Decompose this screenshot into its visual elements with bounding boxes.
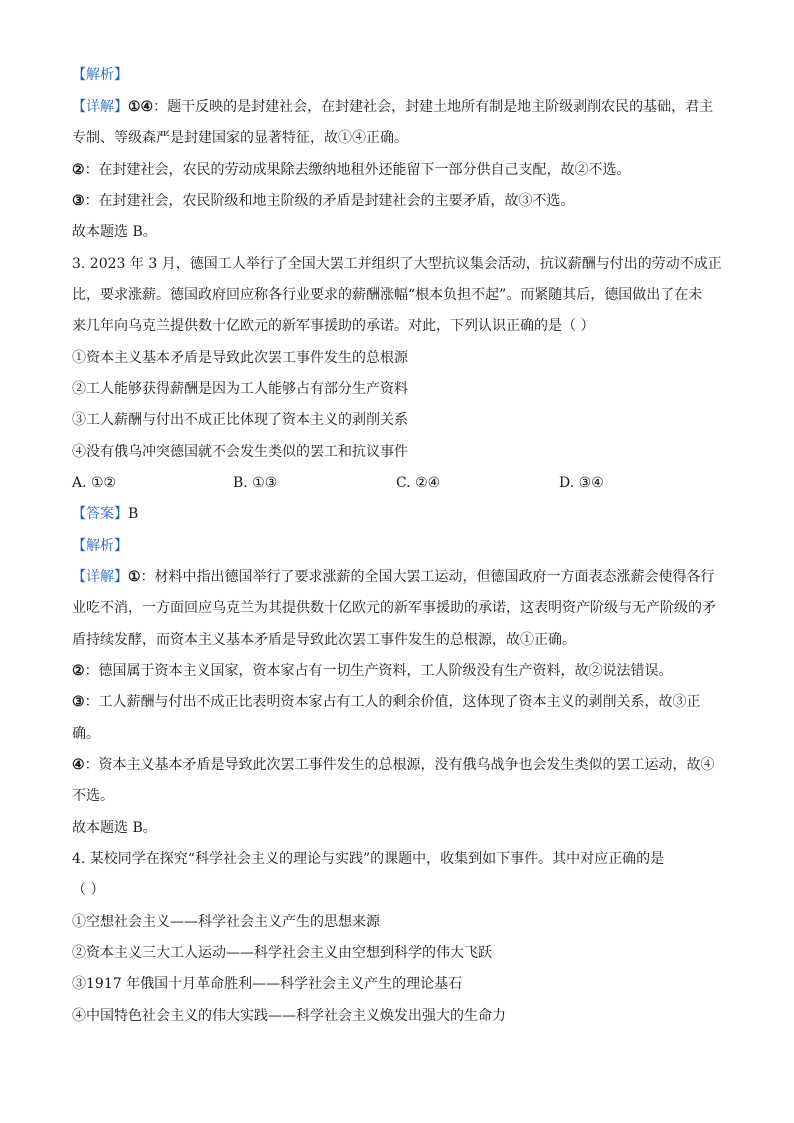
q3-detail-1-text-1: ：材料中指出德国举行了要求涨薪的全国大罢工运动，但德国政府一方面表态涨薪会使得各行 xyxy=(140,569,715,585)
q3-stem-line-3: 来几年向乌克兰提供数十亿欧元的新军事援助的承诺。对此，下列认识正确的是（ ） xyxy=(72,318,595,334)
q4-statement-3: ③1917 年俄国十月革命胜利——科学社会主义产生的理论基石 xyxy=(72,976,463,992)
q3-detail-1-line-2: 业吃不消，一方面回应乌克兰为其提供数十亿欧元的新军事援助的承诺，这表明资产阶级与无产阶级的矛 xyxy=(72,600,716,616)
q3-answer xyxy=(72,504,138,524)
q3-detail-3-text-1: ：工人薪酬与付出不成正比表明资本家占有工人的剩余价值，这体现了资本主义的剥削关系，故③正 xyxy=(84,694,701,710)
q2-item-3-text: ：在封建社会，农民阶级和地主阶级的矛盾是封建社会的主要矛盾，故③不选。 xyxy=(84,193,575,209)
q3-answer-tag: 【答案】 xyxy=(72,506,128,522)
q3-option-c: C. ②④ xyxy=(396,475,441,491)
q3-detail-2-text: ：德国属于资本主义国家，资本家占有一切生产资料，工人阶级没有生产资料，故②说法错误。 xyxy=(84,663,673,679)
q2-detail-lead: ①④ xyxy=(128,99,154,115)
q3-answer-value: B xyxy=(128,506,139,522)
q3-detail-tag: 【详解】 xyxy=(72,569,128,585)
q3-statement-3: ③工人薪酬与付出不成正比体现了资本主义的剥削关系 xyxy=(72,412,408,428)
q2-item-2-text: ：在封建社会，农民的劳动成果除去缴纳地租外还能留下一部分供自己支配，故②不选。 xyxy=(84,162,631,178)
q3-statement-2: ②工人能够获得薪酬是因为工人能够占有部分生产资料 xyxy=(72,381,408,397)
q3-detail-4-lead: ④ xyxy=(72,757,85,773)
q4-statement-1: ①空想社会主义——科学社会主义产生的思想来源 xyxy=(72,914,380,930)
q3-detail-4-line-1 xyxy=(72,755,715,775)
q4-statement-2: ②资本主义三大工人运动——科学社会主义由空想到科学的伟大飞跃 xyxy=(72,945,492,961)
q3-detail-4-line-2: 不选。 xyxy=(72,788,114,804)
q4-statement-4: ④中国特色社会主义的伟大实践——科学社会主义焕发出强大的生命力 xyxy=(72,1008,506,1024)
q3-statement-4: ④没有俄乌冲突德国就不会发生类似的罢工和抗议事件 xyxy=(72,444,408,460)
q2-item-3-lead: ③ xyxy=(72,193,85,209)
q3-detail-3-line-1 xyxy=(72,692,701,712)
q3-detail-3-line-2: 确。 xyxy=(72,726,100,742)
q2-conclusion: 故本题选 B。 xyxy=(72,224,157,240)
q3-detail-4-text-1: ：资本主义基本矛盾是导致此次罢工事件发生的总根源，没有俄乌战争也会发生类似的罢工运动，故④ xyxy=(84,757,715,773)
q4-stem-line-2: （ ） xyxy=(72,882,105,898)
q3-option-d: D. ③④ xyxy=(559,475,604,491)
q3-statement-1: ①资本主义基本矛盾是导致此次罢工事件发生的总根源 xyxy=(72,350,408,366)
q3-stem-line-1: 3. 2023 年 3 月，德国工人举行了全国大罢工并组织了大型抗议集会活动，抗议薪酬与付出的劳动不成正 xyxy=(72,256,722,272)
q2-item-3 xyxy=(72,191,575,211)
q2-detail-line-2: 专制、等级森严是封建国家的显著特征，故①④正确。 xyxy=(72,130,408,146)
q3-detail-1-line-3: 盾持续发酵，而资本主义基本矛盾是导致此次罢工事件发生的总根源，故①正确。 xyxy=(72,632,576,648)
q3-option-a: A. ①② xyxy=(72,475,117,491)
q3-stem-line-2: 比，要求涨薪。德国政府回应称各行业要求的薪酬涨幅“根本负担不起”。而紧随其后，德国做出了在未 xyxy=(72,287,703,303)
q2-item-2 xyxy=(72,160,631,180)
q2-analysis-tag: 【解析】 xyxy=(72,67,128,83)
q3-detail-1-lead: ① xyxy=(128,569,141,585)
q2-detail-tag: 【详解】 xyxy=(72,99,128,115)
q3-option-b: B. ①③ xyxy=(233,475,278,491)
q2-detail-text-1: ：题干反映的是封建社会，在封建社会，封建土地所有制是地主阶级剥削农民的基础，君主 xyxy=(153,99,714,115)
q3-detail-2-lead: ② xyxy=(72,663,85,679)
q3-detail-3-lead: ③ xyxy=(72,694,85,710)
q2-item-2-lead: ② xyxy=(72,162,85,178)
q3-options xyxy=(72,473,732,493)
q3-detail-2 xyxy=(72,661,673,681)
q4-stem-line-1: 4. 某校同学在探究“科学社会主义的理论与实践”的课题中，收集到如下事件。其中对应正确的是 xyxy=(72,851,665,867)
q3-detail-1-line-1 xyxy=(72,567,715,587)
q3-analysis-tag: 【解析】 xyxy=(72,538,128,554)
q3-conclusion: 故本题选 B。 xyxy=(72,820,157,836)
q2-detail-line-1 xyxy=(72,97,713,117)
